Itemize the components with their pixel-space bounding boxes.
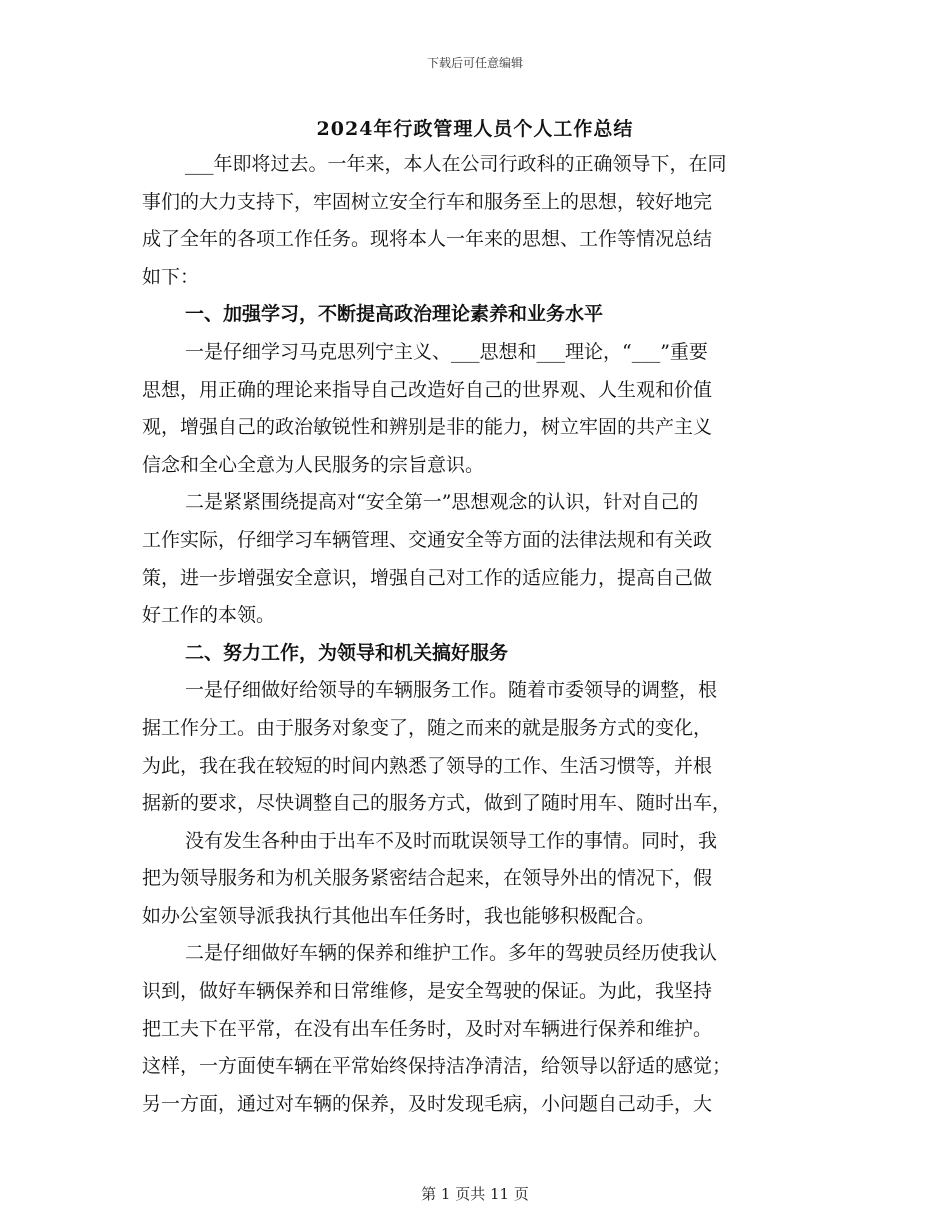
paragraph-line: 好工作的本领。	[142, 604, 276, 627]
section-heading: 一、加强学习，不断提高政治理论素养和业务水平	[185, 303, 604, 326]
paragraph-line: 把为领导服务和为机关服务紧密结合起来，在领导外出的情况下，假	[142, 867, 713, 890]
paragraph-line: 据新的要求，尽快调整自己的服务方式，做到了随时用车、随时出车，	[142, 792, 732, 815]
paragraph-line: 如下：	[142, 265, 200, 288]
paragraph-line: 如办公室领导派我执行其他出车任务时，我也能够积极配合。	[142, 904, 656, 927]
paragraph-line: 一是仔细做好给领导的车辆服务工作。随着市委领导的调整，根	[185, 679, 718, 702]
paragraph-line: ___年即将过去。一年来，本人在公司行政科的正确领导下，在同	[185, 153, 727, 175]
document-title: 2024年行政管理人员个人工作总结	[316, 118, 634, 140]
header-note: 下载后可任意编辑	[426, 56, 523, 70]
paragraph-line: 这样，一方面使车辆在平常始终保持洁净清洁，给领导以舒适的感觉；	[142, 1055, 732, 1078]
paragraph-line: 工作实际，仔细学习车辆管理、交通安全等方面的法律法规和有关政	[142, 528, 713, 551]
paragraph-line: 策，进一步增强安全意识，增强自己对工作的适应能力，提高自己做	[142, 566, 713, 589]
paragraph-line: 成了全年的各项工作任务。现将本人一年来的思想、工作等情况总结	[142, 228, 713, 251]
paragraph-line: 一是仔细学习马克思列宁主义、___思想和___理论，“___”重要	[185, 340, 708, 363]
paragraph-line: 二是紧紧围绕提高对“安全第一”思想观念的认识，针对自己的	[185, 491, 699, 514]
paragraph-line: 据工作分工。由于服务对象变了，随之而来的就是服务方式的变化，	[142, 716, 713, 739]
page-indicator: 第 1 页共 11 页	[421, 1185, 529, 1203]
paragraph-line: 观，增强自己的政治敏锐性和辨别是非的能力，树立牢固的共产主义	[142, 416, 713, 439]
paragraph-line: 事们的大力支持下，牢固树立安全行车和服务至上的思想，较好地完	[142, 190, 713, 213]
paragraph-line: 信念和全心全意为人民服务的宗旨意识。	[142, 453, 485, 476]
paragraph-line: 没有发生各种由于出车不及时而耽误领导工作的事情。同时，我	[185, 829, 718, 852]
paragraph-line: 把工夫下在平常，在没有出车任务时，及时对车辆进行保养和维护。	[142, 1017, 713, 1040]
paragraph-line: 思想，用正确的理论来指导自己改造好自己的世界观、人生观和价值	[142, 378, 713, 401]
paragraph-line: 为此，我在我在较短的时间内熟悉了领导的工作、生活习惯等，并根	[142, 754, 713, 777]
paragraph-line: 二是仔细做好车辆的保养和维护工作。多年的驾驶员经历使我认	[185, 942, 718, 965]
section-heading: 二、努力工作，为领导和机关搞好服务	[185, 641, 509, 664]
paragraph-line: 另一方面，通过对车辆的保养，及时发现毛病，小问题自己动手，大	[142, 1092, 713, 1115]
document-body	[142, 146, 812, 1123]
paragraph-line: 识到，做好车辆保养和日常维修，是安全驾驶的保证。为此，我坚持	[142, 980, 713, 1003]
